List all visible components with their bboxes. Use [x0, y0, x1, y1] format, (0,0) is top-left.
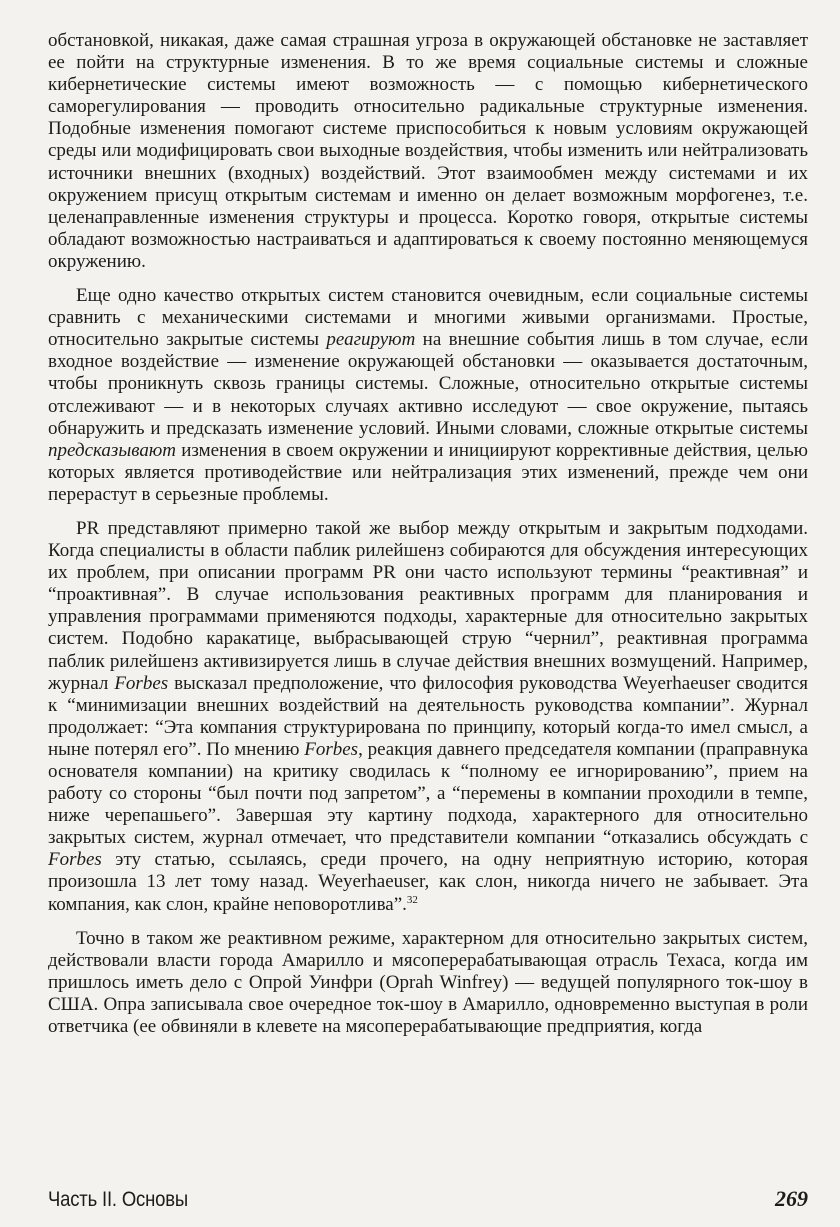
section-title: Часть II. Основы	[48, 1188, 188, 1211]
text-run: PR представляют примерно такой же выбор между открытым и закрытым подходами. Когда специалисты в области паблик рилейшенз собираются для обсуждения интересующих их проблем, при описании программ PR они часто используют термины “реактивная” и “проактивная”. В случае использования реактивных программ для планирования и управления программами применяются подходы, характерные для относительно закрытых систем. Подобно каракатице, выбрасывающей струю “чернил”, реактивная программа паблик рилейшенз активизируется лишь в случае действия внешних возмущений. Например, журнал	[48, 517, 808, 694]
paragraph	[48, 518, 808, 916]
page-footer	[48, 1186, 808, 1216]
text-run: эту статью, ссылаясь, среди прочего, на одну неприятную историю, которая произошла 13 лет тому назад. Weyerhaeuser, как слон, никогда ничего не забывает. Эта компания, как слон, крайне неповоротлива”.	[48, 849, 808, 915]
emphasis-text: реагируют	[326, 329, 416, 351]
text-run: Еще одно качество открытых систем становится очевидным, если социальные системы сравнить с механическими системами и многими живыми организмами. Простые, относительно закрытые системы	[48, 285, 808, 351]
text-run: обстановкой, никакая, даже самая страшная угроза в окружающей обстановке не заставляет ее пойти на структурные изменения. В то же время социальные системы и сложные кибернетические системы имеют возможность — с помощью кибернетического саморегулирования — проводить относительно радикальные структурные изменения. Подобные изменения помогают системе приспособиться к новым условиям окружающей среды или модифицировать свои выходные воздействия, чтобы изменить или нейтрализовать источники внешних (входных) воздействий. Этот взаимообмен между системами и их окружением присущ открытым системам и именно он делает возможным морфогенез, т.е. целенаправленные изменения структуры и процесса. Коротко говоря, открытые системы обладают возможностью настраиваться и адаптироваться к своему постоянно меняющемуся окружению.	[48, 30, 808, 272]
text-run: изменения в своем окружении и инициируют коррективные действия, целью которых является противодействие или нейтрализация этих изменений, прежде чем они перерастут в серьезные проблемы.	[48, 439, 808, 505]
text-run: на внешние события лишь в том случае, если входное воздействие — изменение окружающей обстановки — оказывается достаточным, чтобы проникнуть сквозь границы системы. Сложные, относительно открытые системы отслеживают — и в некоторых случаях активно исследуют — свое окружение, пытаясь обнаружить и предсказать изменение условий. Иными словами, сложные открытые системы	[48, 329, 808, 439]
emphasis-text: Forbes	[304, 738, 359, 760]
text-run: высказал предположение, что философия руководства Weyerhaeuser сводится к “минимизации внешних воздействий на деятельность руководства компании”. Журнал продолжает: “Эта компания структурирована по принципу, который когда-то имел смысл, а ныне потерял его”. По мнению	[48, 672, 808, 760]
paragraph	[48, 928, 808, 1038]
emphasis-text: предсказывают	[48, 439, 176, 461]
emphasis-text: Forbes	[114, 672, 169, 694]
text-run: , реакция давнего председателя компании (праправнука основателя компании) на критику сводилась к “полному ее игнорированию”, прием на работу со стороны “был почти под запретом”, а “перемены в компании проходили в темпе, ниже черепашьего”. Завершая эту картину подхода, характерного для относительно закрытых систем, журнал отмечает, что представители компании “отказались обсуждать с	[48, 738, 808, 849]
emphasis-text: Forbes	[48, 849, 102, 871]
paragraph	[48, 30, 808, 273]
body-text	[48, 30, 808, 1038]
paragraph	[48, 285, 808, 506]
page-number: 269	[775, 1186, 808, 1211]
footnote-ref: 32	[406, 893, 418, 906]
text-run: Точно в таком же реактивном режиме, характерном для относительно закрытых систем, действовали власти города Амарилло и мясоперерабатывающая отрасль Техаса, когда им пришлось иметь дело с Опрой Уинфри (Oprah Winfrey) — ведущей популярного ток-шоу в США. Опра записывала свое очередное ток-шоу в Амарилло, одновременно выступая в роли ответчика (ее обвиняли в клевете на мясоперерабатывающие предприятия, когда	[48, 927, 808, 1038]
